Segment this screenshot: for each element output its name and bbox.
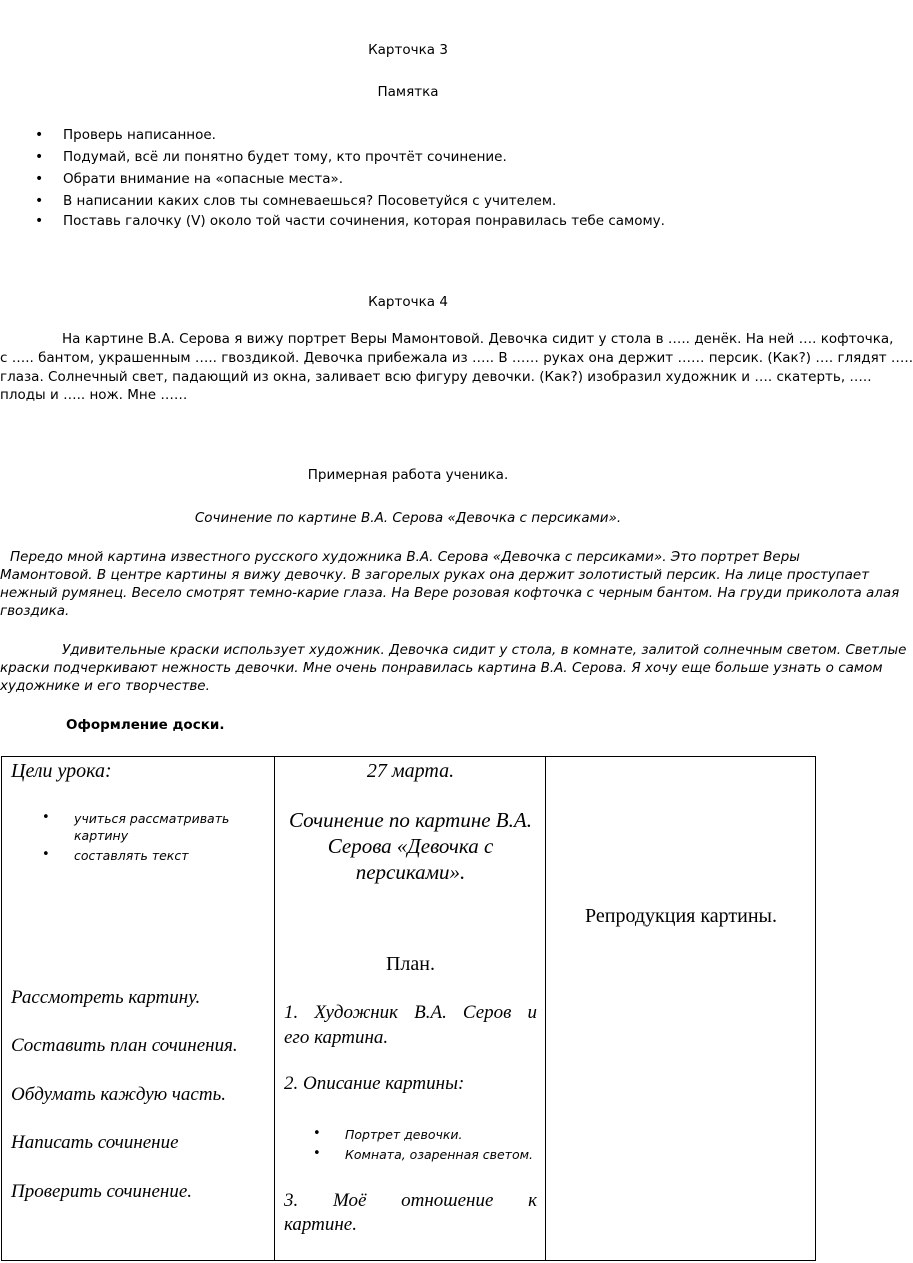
card4-line: плоды и ….. нож. Мне …… (0, 387, 188, 403)
plan-item-1: 1. Художник В.А. Серов и его картина. (284, 1002, 537, 1048)
plan-item-3: 3. Моё отношение к картине. (284, 1190, 537, 1235)
lesson-step: Рассмотреть картину. (11, 987, 201, 1008)
bullet-icon: • (35, 127, 44, 143)
sample-line: художнике и его творчестве. (0, 678, 210, 694)
board-column-picture (546, 757, 816, 1261)
bullet-icon: • (313, 1126, 321, 1141)
card3-title: Карточка 3 (368, 42, 448, 58)
plan-item-2: 2. Описание картины: (284, 1073, 465, 1094)
board-table (1, 756, 816, 1261)
sample-line: Передо мной картина известного русского художника В.А. Серова «Девочка с персиками». Это портрет Веры (10, 549, 800, 565)
card4-line: с ….. бантом, украшенным ….. гвоздикой. Девочка прибежала из ….. В …… руках она держит …… персик. (Как?) …. глядят ….. (0, 350, 913, 366)
board-column-goals: Цели урока: • учиться рассматривать картину • составлять текст Рассмотреть картину. Составить план сочинения. Обдумать каждую часть. Написать сочинение Проверить сочинение. (2, 757, 275, 1261)
sample-heading: Примерная работа ученика. (307, 467, 509, 483)
sample-line: нежный румянец. Весело смотрят темно-карие глаза. На Вере розовая кофточка с черным бантом. На груди приколота алая (0, 585, 900, 601)
card4-title: Карточка 4 (368, 294, 448, 310)
card4-line: глаза. Солнечный свет, падающий из окна, заливает всю фигуру девочки. (Как?) изобразил художник и …. скатерть, ….. (0, 369, 872, 385)
lesson-step: Составить план сочинения. (11, 1035, 238, 1056)
bullet-icon: • (35, 171, 44, 187)
sample-line: гвоздика. (0, 603, 70, 619)
board-heading: Оформление доски. (66, 717, 225, 733)
lesson-step: Проверить сочинение. (11, 1181, 193, 1202)
sample-line: Мамонтовой. В центре картины я вижу девочку. В загорелых руках она держит золотистый персик. На лице проступает (0, 567, 870, 583)
bullet-icon: • (35, 213, 44, 229)
bullet-icon: • (42, 847, 50, 862)
board-column-topic: 27 марта. Сочинение по картине В.А. Серова «Девочка с персиками». План. 1. Художник В.А. Серов и его картина. 2. Описание картины: • Портрет девочки. • Комната, озаренная светом. 3. Моё отношение к картине. (275, 757, 546, 1261)
card4-line: На картине В.А. Серова я вижу портрет Веры Мамонтовой. Девочка сидит у стола в ….. денёк. На ней …. кофточка, (62, 331, 894, 347)
card3-subtitle: Памятка (377, 84, 439, 100)
lesson-step: Написать сочинение (11, 1132, 179, 1153)
sample-line: Удивительные краски использует художник. Девочка сидит у стола, в комнате, залитой солнечным светом. Светлые (62, 642, 907, 658)
plan-title: План. (385, 953, 435, 975)
essay-title: Сочинение по картине В.А. Серова «Девочка с персиками». (289, 808, 532, 884)
bullet-icon: • (42, 810, 50, 825)
goals-title: Цели урока: (11, 760, 112, 782)
bullet-icon: • (35, 193, 44, 209)
board-date: 27 марта. (366, 760, 455, 782)
sample-title: Сочинение по картине В.А. Серова «Девочка с персиками». (194, 510, 622, 526)
bullet-icon: • (313, 1146, 321, 1161)
lesson-step: Обдумать каждую часть. (11, 1084, 226, 1105)
bullet-icon: • (35, 149, 44, 165)
sample-line: краски подчеркивают нежность девочки. Мне очень понравилась картина В.А. Серова. Я хочу еще больше узнать о самом (0, 660, 883, 676)
painting-reproduction: Репродукция картины. (585, 905, 777, 927)
